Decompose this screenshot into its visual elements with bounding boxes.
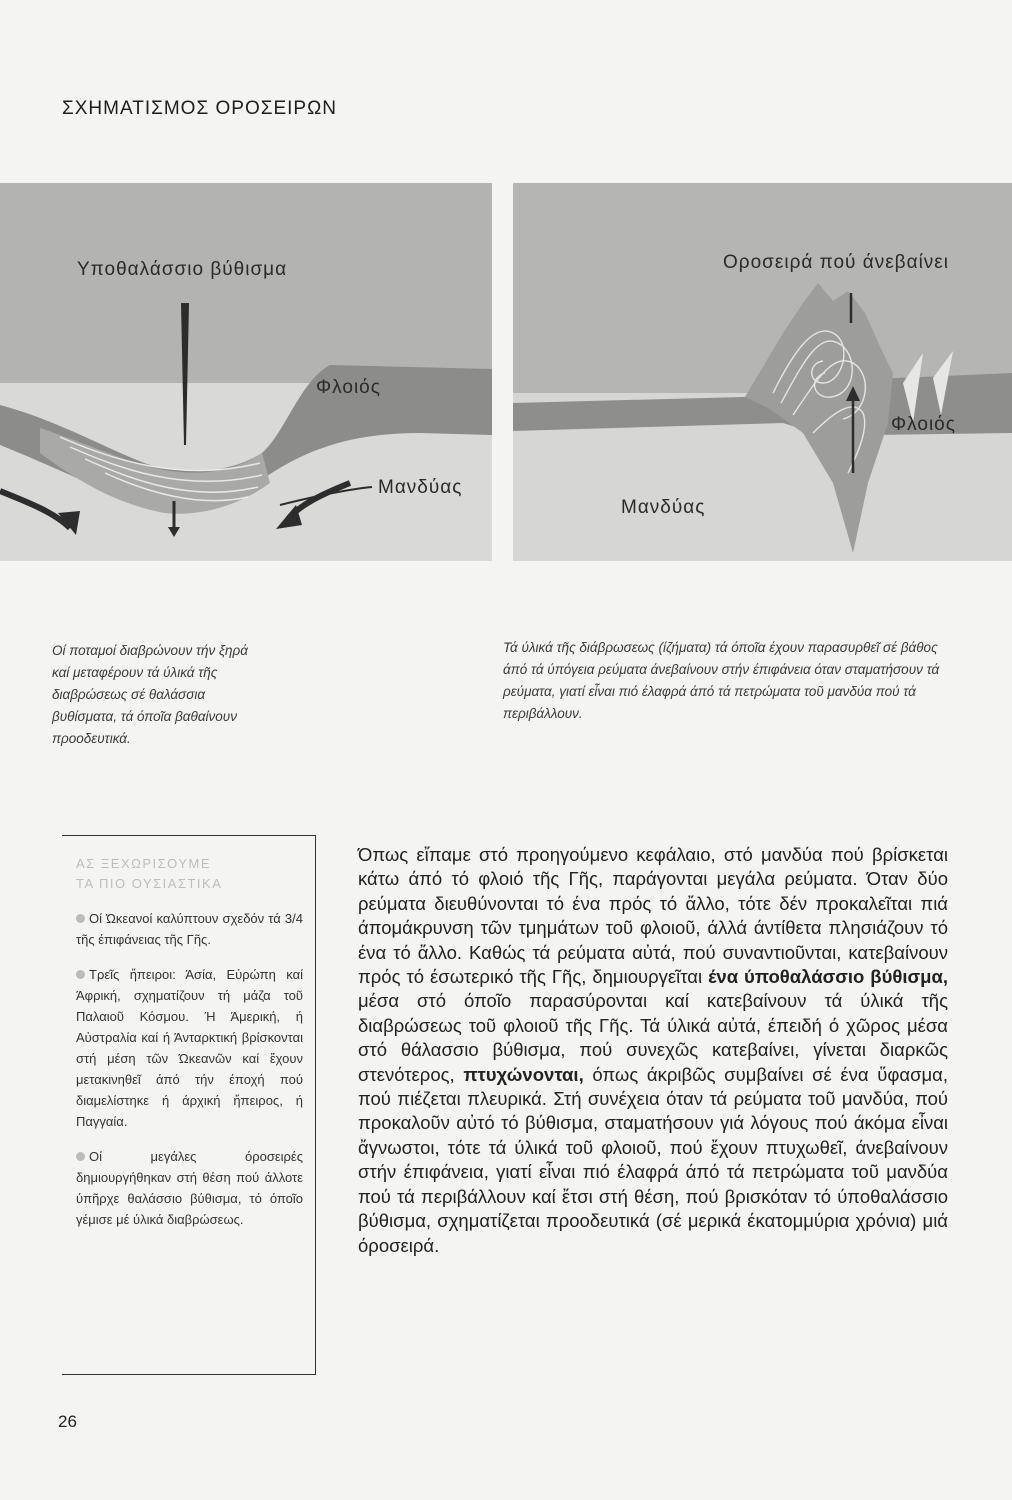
bold-term: ένα ύποθαλάσσιο βύθισμα, — [708, 966, 948, 988]
summary-item-text: Οί Ώκεανοί καλύπτουν σχεδόν τά 3/4 τῆς έπιφάνειας τῆς Γῆς. — [76, 911, 303, 947]
caption-left: Οί ποταμοί διαβρώνουν τήν ξηρά καί μεταφέρουν τά ύλικά τῆς διαβρώσεως σέ θαλάσσια βυθίσματα, τά όποῖα βαθαίνουν προοδευτικά. — [52, 643, 248, 746]
summary-item — [76, 908, 303, 950]
paragraph-text: μέσα στό όποῖο παρασύρονται καί κατεβαίνουν τά ύλικά τῆς διαβρώσεως τοῦ φλοιοῦ τῆς Γῆς. Τά ύλικά αὐτά, έπειδή ό χῶρος μέσα στό θάλασσιο βύθισμα, πού συνεχῶς κατεβαίνει, γίνεται διαρκῶς στενότερος, — [358, 990, 948, 1085]
paragraph-text: όπως άκριβῶς συμβαίνει σέ ένα ὕφασμα, πού πιέζεται πλευρικά. Στή συνέχεια όταν τά ρεύματα τοῦ μανδύα, πού προκαλοῦν αὐτό τό βύθισμα, σταματήσουν γιά λόγους πού άκόμα εἶναι ἄγνωστοι, τότε τά ύλικά τοῦ φλοιοῦ, πού ἔχουν πτυχωθεῖ, άνεβαίνουν στήν έπιφάνεια, γιατί εἶναι πιό έλαφρά άπό τά πετρώματα τοῦ μανδύα πού τά περιβάλλουν καί ἔτσι στή θέση, πού βρισκόταν τό ύποθαλάσσιο βύθισμα, σχηματίζεται προοδευτικά (σέ μερικά έκατομμύρια χρόνια) μιά όροσειρά. — [358, 1063, 949, 1256]
mountain-diagram — [513, 183, 1012, 561]
summary-title-line1: ΑΣ ΞΕΧΩΡΙΣΟΥΜΕ — [76, 856, 212, 871]
summary-title-line2: ΤΑ ΠΙΟ ΟΥΣΙΑΣΤΙΚΑ — [76, 876, 223, 891]
bullet-icon — [76, 914, 85, 923]
summary-item — [76, 964, 303, 1132]
trench-diagram — [0, 183, 492, 561]
range-label: Οροσειρά πού άνεβαίνει — [723, 252, 949, 273]
summary-item — [76, 1146, 303, 1230]
page-title: ΣΧΗΜΑΤΙΣΜΟΣ ΟΡΟΣΕΙΡΩΝ — [62, 98, 338, 119]
summary-title — [76, 854, 303, 894]
trench-label: Υποθαλάσσιο βύθισμα — [77, 259, 288, 280]
page-number: 26 — [58, 1412, 77, 1431]
paragraph-text: Όπως εἴπαμε στό προηγούμενο κεφάλαιο, στό μανδύα πού βρίσκεται κάτω άπό τό φλοιό τῆς Γῆς, παράγονται μεγάλα ρεύματα. Όταν δύο ρεύματα διευθύνονται τό ένα πρός τό ἄλλο, τότε δέν προκαλεῖται πιά άπομάκρυνση τῶν τμημάτων τοῦ φλοιοῦ, άλλά άντίθετα πλησιάζουν τό ένα τό ἄλλο. Καθώς τά ρεύματα αὐτά, πού συναντιοῦνται, κατεβαίνουν πρός τό έσωτερικό τῆς Γῆς, δημιουργεῖται — [358, 844, 948, 988]
main-paragraph — [358, 843, 948, 1258]
bullet-icon — [76, 970, 85, 979]
crust-label: Φλοιός — [316, 377, 381, 398]
caption-right: Τά ύλικά τῆς διάβρωσεως (ίζήματα) τά όποῖα έχουν παρασυρθεῖ σέ βάθος άπό τά ύπόγεια ρεύματα άνεβαίνουν στήν έπιφάνεια όταν σταματήσουν τά ρεύματα, γιατί εἶναι πιό έλαφρά άπό τά πετρώματα τοῦ μανδύα πού τά περιβάλλουν. — [503, 640, 940, 721]
summary-item-text: Τρεῖς ἤπειροι: Άσία, Εὐρώπη καί Άφρική, σχηματίζουν τή μάζα τοῦ Παλαιοῦ Κόσμου. Ή Άμερική, ή Αὐστραλία καί ή Άνταρκτική βρίσκονται στή μέση τῶν Ώκεανῶν καί ἔχουν μετακινηθεῖ άπό τήν έποχή πού διαμελίστηκε ή άρχική ἤπειρος, ή Παγγαία. — [76, 967, 303, 1129]
summary-item-text: Οί μεγάλες όροσειρές δημιουργήθηκαν στή θέση πού άλλοτε ύπῆρχε θαλάσσιο βύθισμα, τό όποῖο γέμισε μέ ύλικά διαβρώσεως. — [76, 1149, 303, 1227]
crust-label: Φλοιός — [891, 414, 956, 435]
sky-area — [0, 183, 492, 383]
summary-box — [62, 835, 316, 1375]
mantle-label: Μανδύας — [621, 497, 706, 518]
mantle-label: Μανδύας — [378, 477, 463, 498]
bullet-icon — [76, 1152, 85, 1161]
sky-area — [513, 183, 1012, 393]
bold-term: πτυχώνονται, — [463, 1063, 584, 1085]
